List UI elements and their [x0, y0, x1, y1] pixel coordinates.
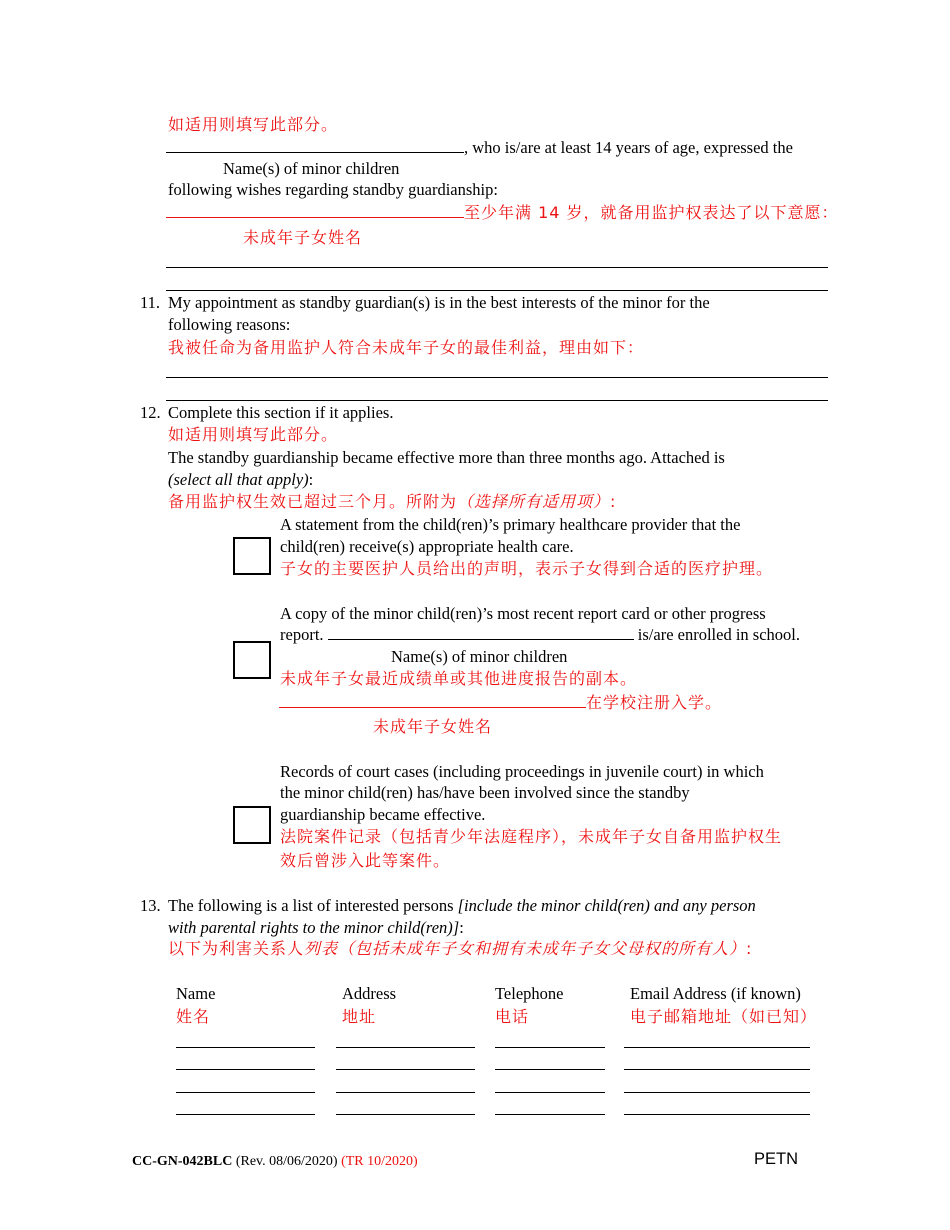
- row1-address-blank[interactable]: [336, 1047, 475, 1048]
- sec13-line2-colon: :: [459, 918, 464, 937]
- sec12-line3-colon: :: [308, 470, 314, 489]
- sec13-zh-italic: 列表（包括未成年子女和拥有未成年子女父母权的所有人）: [304, 939, 747, 958]
- footer-rev: (Rev. 08/06/2020): [235, 1154, 338, 1169]
- row2-address-blank[interactable]: [336, 1069, 475, 1070]
- item3-line3: guardianship became effective.: [280, 805, 486, 824]
- sec10-zh-line: [166, 203, 839, 223]
- row3-telephone-blank[interactable]: [495, 1092, 605, 1093]
- sec13-zh: [168, 939, 752, 959]
- sec11-line2: following reasons:: [168, 315, 291, 334]
- item2-zh: 未成年子女最近成绩单或其他进度报告的副本。: [280, 669, 638, 688]
- sec12-zh-italic: （选择所有适用项）: [457, 492, 611, 511]
- row1-email-blank[interactable]: [624, 1047, 810, 1048]
- row1-telephone-blank[interactable]: [495, 1047, 605, 1048]
- footer-petn-code: PETN: [754, 1150, 799, 1168]
- sec10-line1: [166, 138, 793, 158]
- sec11-zh: 我被任命为备用监护人符合未成年子女的最佳利益，理由如下：: [168, 338, 645, 357]
- item2-name-caption: Name(s) of minor children: [391, 647, 568, 666]
- sec13-line2-italic: with parental rights to the minor child(ren)]: [168, 918, 460, 937]
- col-name-header: Name: [176, 984, 216, 1003]
- col-telephone-header: Telephone: [495, 984, 564, 1003]
- item3-line1: Records of court cases (including proceedings in juvenile court) in which: [280, 762, 764, 781]
- sec11-line1: My appointment as standby guardian(s) is in the best interests of the minor for the: [168, 293, 710, 312]
- sec12-zh-colon: :: [610, 492, 617, 511]
- item2-zh-line-suffix: 在学校注册入学。: [586, 693, 723, 712]
- row4-email-blank[interactable]: [624, 1114, 810, 1115]
- item2-line2: [280, 625, 800, 645]
- row1-name-blank[interactable]: [176, 1047, 315, 1048]
- col-telephone-header-zh: 电话: [495, 1007, 530, 1026]
- row2-telephone-blank[interactable]: [495, 1069, 605, 1070]
- col-address-header: Address: [342, 984, 397, 1003]
- minor-names-blank-zh[interactable]: [166, 203, 464, 218]
- sec10-line1-text: , who is/are at least 14 years of age, expressed the: [464, 138, 793, 157]
- row4-name-blank[interactable]: [176, 1114, 315, 1115]
- col-name-header-zh: 姓名: [176, 1007, 211, 1026]
- sec13-number: 13.: [140, 896, 161, 915]
- sec10-name-caption: Name(s) of minor children: [223, 159, 400, 178]
- item3-zh-line1: 法院案件记录（包括青少年法庭程序），未成年子女自备用监护权生: [280, 827, 783, 846]
- sec13-zh-plain: 以下为利害关系人: [168, 939, 305, 958]
- court-records-checkbox[interactable]: [233, 806, 271, 844]
- item1-line2: child(ren) receive(s) appropriate health care.: [280, 537, 574, 556]
- sec10-zh-name-caption: 未成年子女姓名: [243, 228, 363, 247]
- report-card-checkbox[interactable]: [233, 641, 271, 679]
- row2-name-blank[interactable]: [176, 1069, 315, 1070]
- footer-tr: (TR 10/2020): [341, 1154, 418, 1169]
- select-all-note: (select all that apply): [168, 470, 309, 489]
- sec13-zh-colon: :: [746, 939, 753, 958]
- item3-line2: the minor child(ren) has/have been involved since the standby: [280, 783, 690, 802]
- row3-email-blank[interactable]: [624, 1092, 810, 1093]
- sec13-line1-plain: The following is a list of interested persons: [168, 896, 454, 915]
- sec12-number: 12.: [140, 403, 161, 422]
- item1-zh: 子女的主要医护人员给出的声明，表示子女得到合适的医疗护理。: [280, 559, 774, 578]
- col-address-header-zh: 地址: [342, 1007, 377, 1026]
- sec11-number: 11.: [140, 293, 161, 312]
- row3-name-blank[interactable]: [176, 1092, 315, 1093]
- wishes-line-2[interactable]: [166, 290, 828, 291]
- item2-zh-name-caption: 未成年子女姓名: [373, 717, 493, 736]
- sec12-zh-if-applies: 如适用则填写此部分。: [168, 425, 339, 444]
- minor-names-blank[interactable]: [166, 138, 464, 153]
- footer-form-info: [132, 1152, 418, 1172]
- item2-line2-suffix: is/are enrolled in school.: [637, 625, 800, 644]
- item3-zh-line2: 效后曾涉入此等案件。: [280, 851, 451, 870]
- sec13-line1-italic: [include the minor child(ren) and any person: [457, 896, 756, 915]
- col-email-header: Email Address (if known): [630, 984, 801, 1003]
- item2-line1: A copy of the minor child(ren)’s most recent report card or other progress: [280, 604, 766, 623]
- sec10-zh-line-text: 至少年满 14 岁，就备用监护权表达了以下意愿：: [464, 203, 839, 222]
- row3-address-blank[interactable]: [336, 1092, 475, 1093]
- sec12-line2: The standby guardianship became effective more than three months ago. Attached is: [168, 448, 725, 467]
- sec12-line1: Complete this section if it applies.: [168, 403, 394, 422]
- sec13-line2: [168, 918, 464, 938]
- footer-form-id: CC-GN-042BLC: [132, 1154, 233, 1169]
- row4-telephone-blank[interactable]: [495, 1114, 605, 1115]
- reasons-line-2[interactable]: [166, 400, 828, 401]
- healthcare-statement-checkbox[interactable]: [233, 537, 271, 575]
- reasons-line-1[interactable]: [166, 377, 828, 378]
- sec12-zh-plain: 备用监护权生效已超过三个月。所附为: [168, 492, 458, 511]
- enrolled-names-blank[interactable]: [328, 625, 634, 640]
- item2-line2-prefix: report.: [280, 625, 324, 644]
- col-email-header-zh: 电子邮箱地址（如已知）: [630, 1007, 818, 1026]
- sec10-line2: following wishes regarding standby guardianship:: [168, 180, 498, 199]
- sec10-zh-if-applies: 如适用则填写此部分。: [168, 115, 339, 134]
- wishes-line-1[interactable]: [166, 267, 828, 268]
- enrolled-names-blank-zh[interactable]: [279, 693, 586, 708]
- sec12-zh-line: [168, 492, 616, 512]
- row2-email-blank[interactable]: [624, 1069, 810, 1070]
- sec13-line1: [168, 896, 756, 916]
- row4-address-blank[interactable]: [336, 1114, 475, 1115]
- sec12-line3: [168, 470, 313, 490]
- item2-zh-line: [279, 693, 722, 713]
- item1-line1: A statement from the child(ren)’s primary healthcare provider that the: [280, 515, 741, 534]
